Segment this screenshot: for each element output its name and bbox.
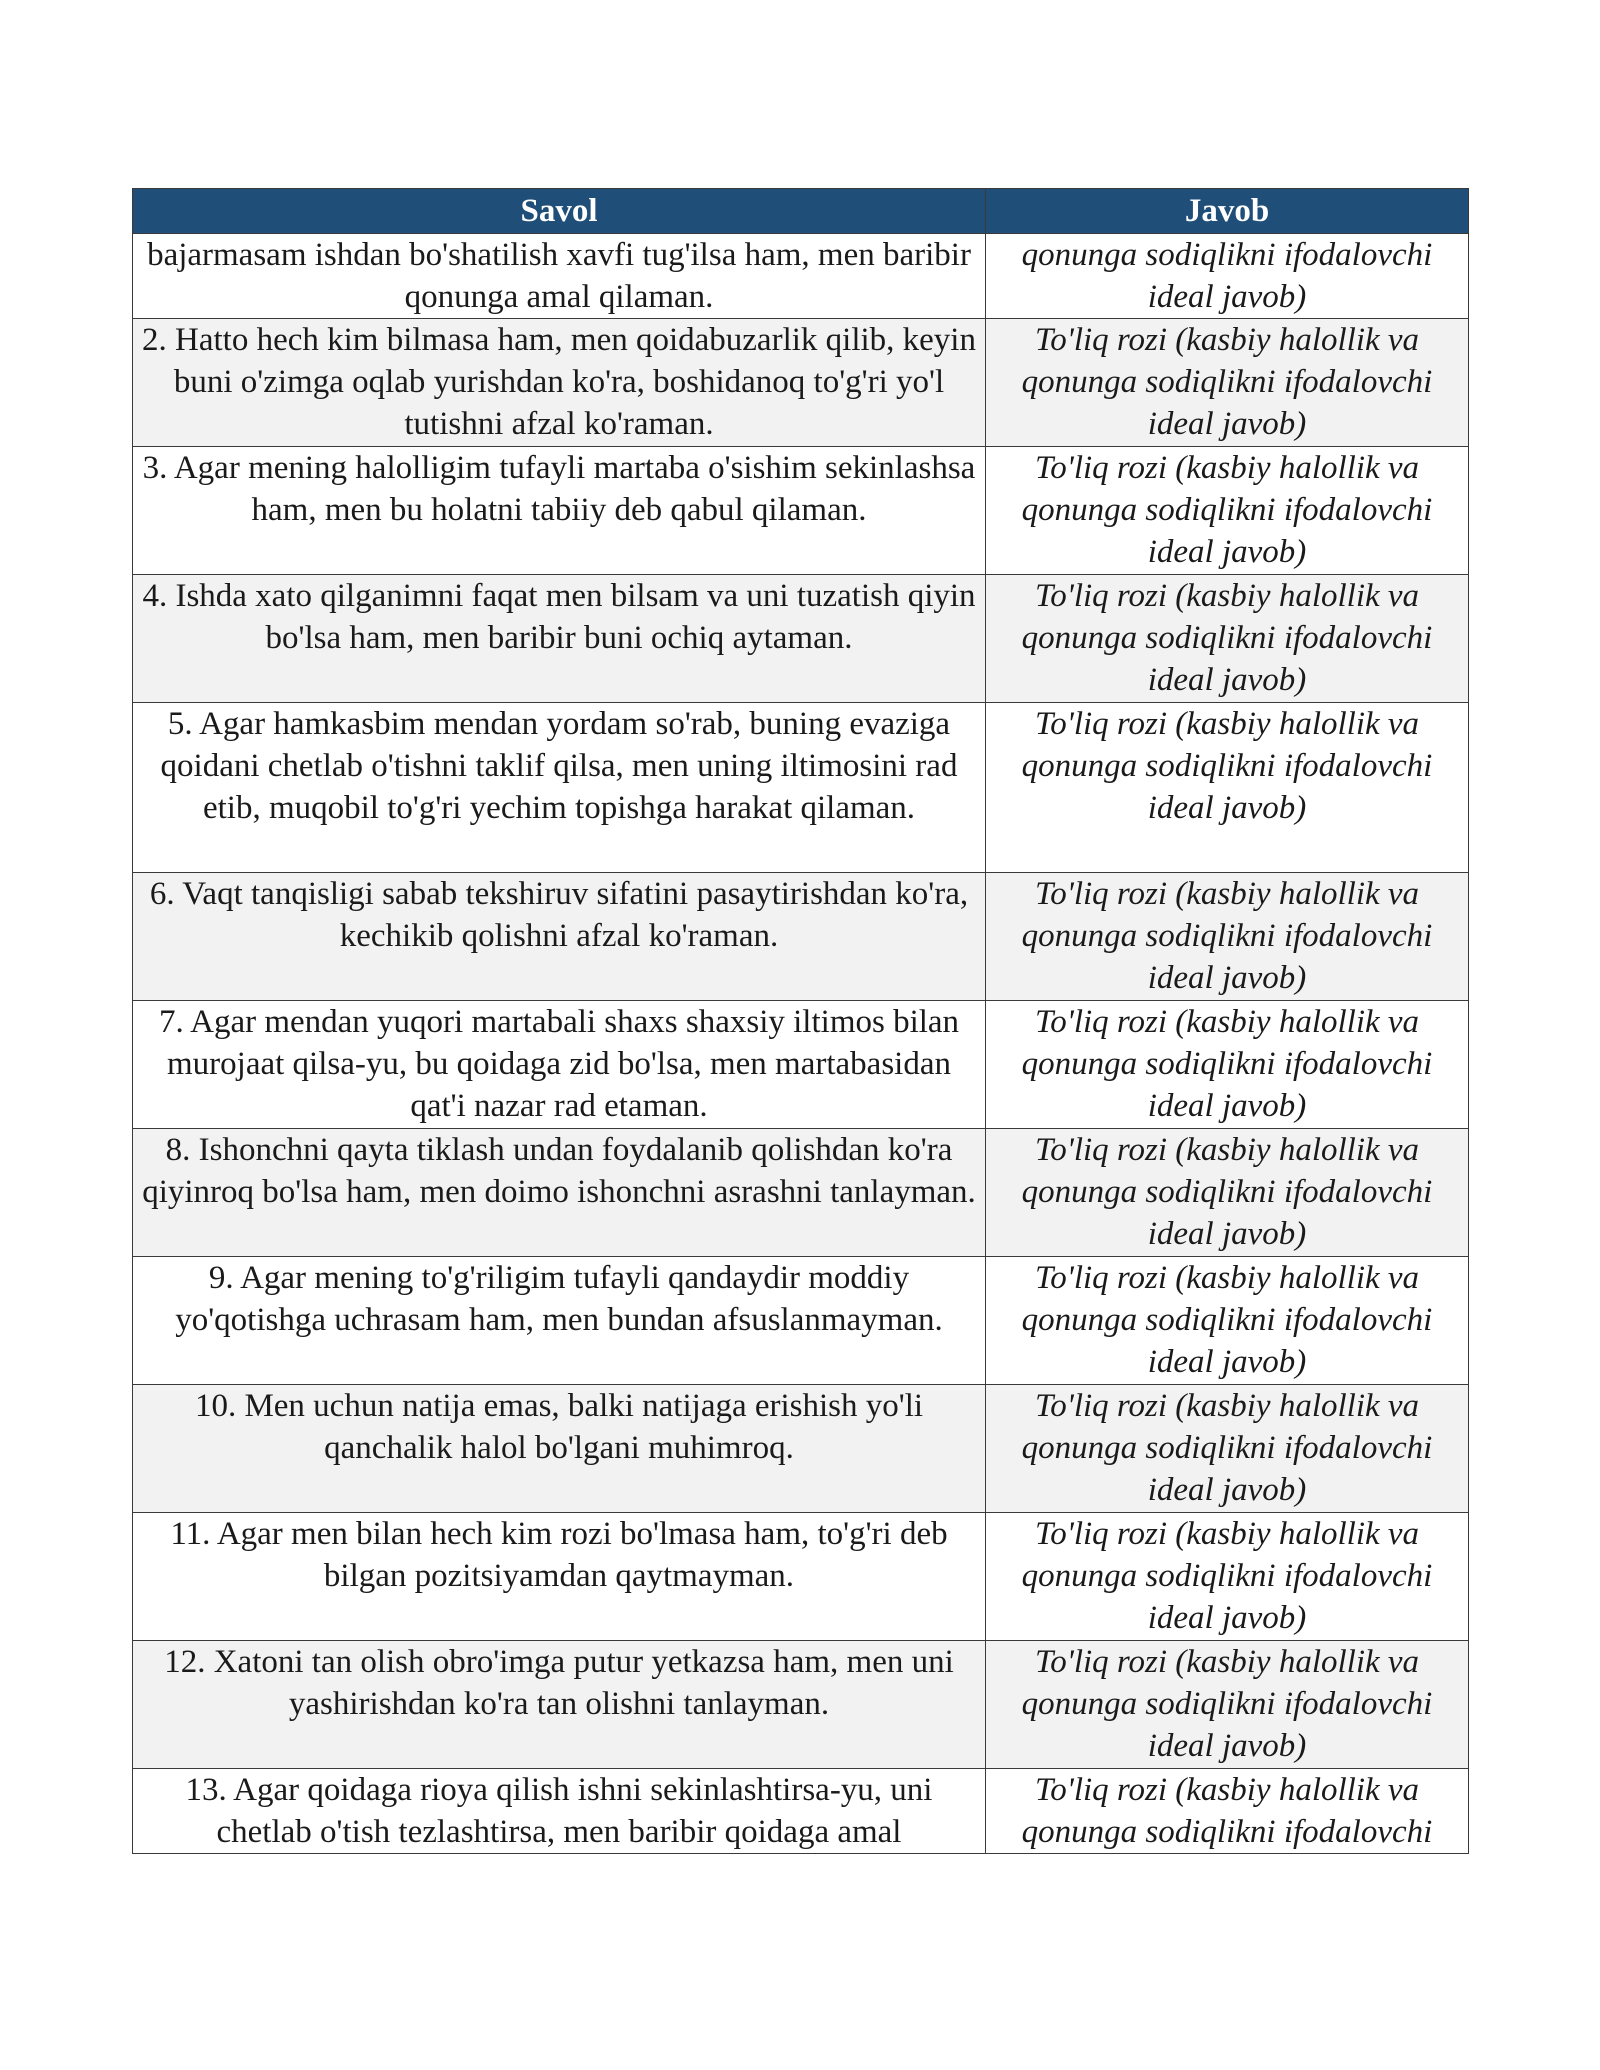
table-row — [133, 1001, 1469, 1129]
table-row — [133, 1385, 1469, 1513]
question-cell: 9. Agar mening to'g'riligim tufayli qandaydir moddiy yo'qotishga uchrasam ham, men bundan afsuslanmayman. — [133, 1257, 986, 1385]
question-cell: bajarmasam ishdan bo'shatilish xavfi tug'ilsa ham, men baribir qonunga amal qilaman. — [133, 234, 986, 319]
question-cell: 5. Agar hamkasbim mendan yordam so'rab, buning evaziga qoidani chetlab o'tishni taklif qilsa, men uning iltimosini rad etib, muqobil to'g'ri yechim topishga harakat qilaman. — [133, 703, 986, 873]
answer-cell: To'liq rozi (kasbiy halollik va qonunga sodiqlikni ifodalovchi ideal javob) — [986, 1385, 1469, 1513]
answer-cell: To'liq rozi (kasbiy halollik va qonunga sodiqlikni ifodalovchi ideal javob) — [986, 575, 1469, 703]
answer-cell: To'liq rozi (kasbiy halollik va qonunga sodiqlikni ifodalovchi ideal javob) — [986, 703, 1469, 873]
question-cell: 12. Xatoni tan olish obro'imga putur yetkazsa ham, men uni yashirishdan ko'ra tan olishni tanlayman. — [133, 1641, 986, 1769]
question-cell: 13. Agar qoidaga rioya qilish ishni sekinlashtirsa-yu, uni chetlab o'tish tezlashtirsa, men baribir qoidaga amal — [133, 1769, 986, 1854]
header-answer: Javob — [986, 189, 1469, 234]
answer-cell: To'liq rozi (kasbiy halollik va qonunga sodiqlikni ifodalovchi — [986, 1769, 1469, 1854]
question-cell: 7. Agar mendan yuqori martabali shaxs shaxsiy iltimos bilan murojaat qilsa-yu, bu qoidaga zid bo'lsa, men martabasidan qat'i nazar rad etaman. — [133, 1001, 986, 1129]
header-question: Savol — [133, 189, 986, 234]
answer-cell: To'liq rozi (kasbiy halollik va qonunga sodiqlikni ifodalovchi ideal javob) — [986, 447, 1469, 575]
question-cell: 3. Agar mening halolligim tufayli martaba o'sishim sekinlashsa ham, men bu holatni tabiiy deb qabul qilaman. — [133, 447, 986, 575]
table-row — [133, 1257, 1469, 1385]
table-row — [133, 319, 1469, 447]
table-row — [133, 1769, 1469, 1854]
table-row — [133, 1129, 1469, 1257]
table-row — [133, 575, 1469, 703]
table-row — [133, 447, 1469, 575]
question-cell: 2. Hatto hech kim bilmasa ham, men qoidabuzarlik qilib, keyin buni o'zimga oqlab yurishdan ko'ra, boshidanoq to'g'ri yo'l tutishni afzal ko'raman. — [133, 319, 986, 447]
table-row — [133, 234, 1469, 319]
question-cell: 11. Agar men bilan hech kim rozi bo'lmasa ham, to'g'ri deb bilgan pozitsiyamdan qaytmayman. — [133, 1513, 986, 1641]
answer-cell: To'liq rozi (kasbiy halollik va qonunga sodiqlikni ifodalovchi ideal javob) — [986, 1513, 1469, 1641]
answer-cell: qonunga sodiqlikni ifodalovchi ideal javob) — [986, 234, 1469, 319]
table-row — [133, 873, 1469, 1001]
table-header-row — [133, 189, 1469, 234]
question-cell: 6. Vaqt tanqisligi sabab tekshiruv sifatini pasaytirishdan ko'ra, kechikib qolishni afzal ko'raman. — [133, 873, 986, 1001]
qa-table — [132, 188, 1469, 1854]
answer-cell: To'liq rozi (kasbiy halollik va qonunga sodiqlikni ifodalovchi ideal javob) — [986, 873, 1469, 1001]
question-cell: 4. Ishda xato qilganimni faqat men bilsam va uni tuzatish qiyin bo'lsa ham, men baribir buni ochiq aytaman. — [133, 575, 986, 703]
question-cell: 10. Men uchun natija emas, balki natijaga erishish yo'li qanchalik halol bo'lgani muhimroq. — [133, 1385, 986, 1513]
table-row — [133, 1513, 1469, 1641]
answer-cell: To'liq rozi (kasbiy halollik va qonunga sodiqlikni ifodalovchi ideal javob) — [986, 1257, 1469, 1385]
answer-cell: To'liq rozi (kasbiy halollik va qonunga sodiqlikni ifodalovchi ideal javob) — [986, 319, 1469, 447]
answer-cell: To'liq rozi (kasbiy halollik va qonunga sodiqlikni ifodalovchi ideal javob) — [986, 1641, 1469, 1769]
table-row — [133, 1641, 1469, 1769]
answer-cell: To'liq rozi (kasbiy halollik va qonunga sodiqlikni ifodalovchi ideal javob) — [986, 1001, 1469, 1129]
table-row — [133, 703, 1469, 873]
answer-cell: To'liq rozi (kasbiy halollik va qonunga sodiqlikni ifodalovchi ideal javob) — [986, 1129, 1469, 1257]
question-cell: 8. Ishonchni qayta tiklash undan foydalanib qolishdan ko'ra qiyinroq bo'lsa ham, men doimo ishonchni asrashni tanlayman. — [133, 1129, 986, 1257]
